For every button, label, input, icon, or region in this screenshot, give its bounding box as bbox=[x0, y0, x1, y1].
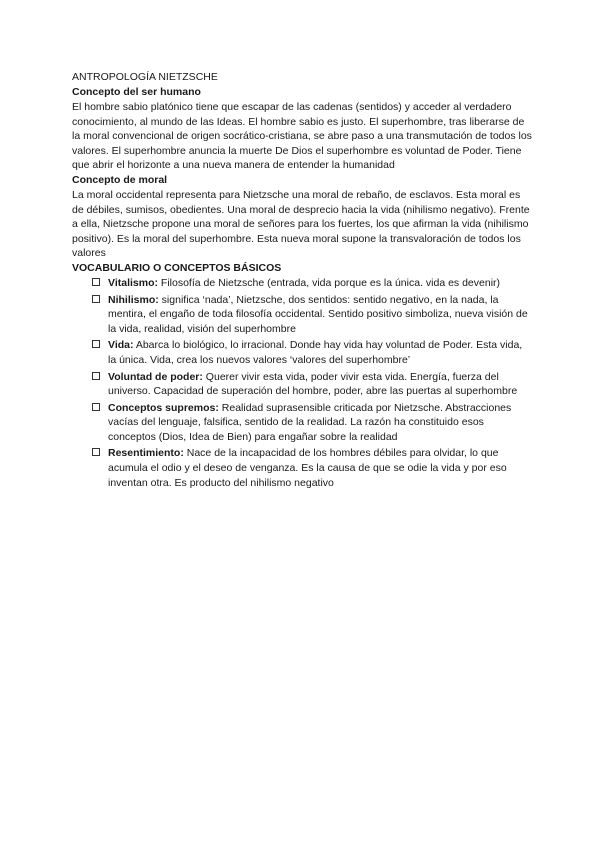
vocab-term: Vida: bbox=[108, 339, 134, 352]
vocab-item-resentimiento bbox=[92, 446, 532, 490]
section-text-ser-humano: El hombre sabio platónico tiene que escapar de las cadenas (sentidos) y acceder al verdadero conocimiento, al mundo de las Ideas. El hombre sabio es justo. El superhombre, tras liberarse de la moral convencional de origen socrático-cristiana, se abre paso a una transmutación de todos los valores. El superhombre anuncia la muerte De Dios el superhombre es voluntad de Poder. Tiene que abrir el horizonte a una nueva manera de entender la humanidad bbox=[72, 101, 532, 172]
vocab-definition: Querer vivir esta vida, poder vivir esta vida. Energía, fuerza del universo. Capacidad de superación del hombre, poder, abre las puertas al superhombre bbox=[108, 370, 518, 398]
vocab-term: Resentimiento: bbox=[108, 447, 184, 460]
checkbox-icon[interactable] bbox=[92, 448, 100, 456]
checkbox-icon[interactable] bbox=[92, 278, 100, 286]
vocab-item-conceptos-supremos bbox=[92, 401, 532, 445]
checkbox-icon[interactable] bbox=[92, 403, 100, 411]
section-heading-moral: Concepto de moral bbox=[72, 173, 168, 186]
vocab-definition: Nace de la incapacidad de los hombres débiles para olvidar, lo que acumula el odio y el deseo de venganza. Es la causa de que se odie la vida y por eso inventan otra. Es producto del nihilismo negativo bbox=[108, 447, 507, 489]
vocab-term: Vitalismo: bbox=[108, 276, 158, 289]
vocab-term: Voluntad de poder: bbox=[108, 370, 203, 383]
vocab-item-vida bbox=[92, 338, 532, 367]
checkbox-icon[interactable] bbox=[92, 340, 100, 348]
vocab-list bbox=[72, 276, 532, 490]
vocab-term: Conceptos supremos: bbox=[108, 401, 219, 414]
document-title: ANTROPOLOGÍA NIETZSCHE bbox=[72, 71, 218, 83]
vocab-item-voluntad-de-poder bbox=[92, 370, 532, 399]
checkbox-icon[interactable] bbox=[92, 295, 100, 303]
section-heading-ser-humano: Concepto del ser humano bbox=[72, 86, 201, 98]
vocab-definition: Filosofía de Nietzsche (entrada, vida porque es la única. vida es devenir) bbox=[158, 276, 501, 289]
vocab-heading: VOCABULARIO O CONCEPTOS BÁSICOS bbox=[72, 261, 282, 274]
checkbox-icon[interactable] bbox=[92, 372, 100, 380]
vocab-item-vitalismo bbox=[92, 276, 532, 291]
vocab-definition: Realidad suprasensible criticada por Nietzsche. Abstracciones vacías del lenguaje, falsifica, sentido de la realidad. La razón ha constituido esos conceptos (Dios, Idea de Bien) para engañar sobre la realidad bbox=[108, 401, 512, 443]
document-page bbox=[72, 70, 532, 492]
vocab-item-nihilismo bbox=[92, 293, 532, 337]
section-text-moral: La moral occidental representa para Nietzsche una moral de rebaño, de esclavos. Esta moral es de débiles, sumisos, obedientes. Una moral de desprecio hacia la vida (nihilismo negativo). Frente a ella, Nietzsche propone una moral de señores para los fuertes, los que afirman la vida (nihilismo positivo). Es la moral del superhombre. Esta nueva moral supone la transvaloración de todos los valores bbox=[72, 188, 530, 260]
vocab-definition: significa ‘nada’, Nietzsche, dos sentidos: sentido negativo, en la nada, la mentira, el engaño de toda filosofía occidental. Sentido positivo simboliza, nueva visión de la vida, realidad, visión del superhombre bbox=[108, 293, 528, 335]
vocab-term: Nihilismo: bbox=[108, 293, 159, 306]
vocab-definition: Abarca lo biológico, lo irracional. Donde hay vida hay voluntad de Poder. Esta vida, la única. Vida, crea los nuevos valores ‘valores del superhombre’ bbox=[108, 339, 523, 366]
